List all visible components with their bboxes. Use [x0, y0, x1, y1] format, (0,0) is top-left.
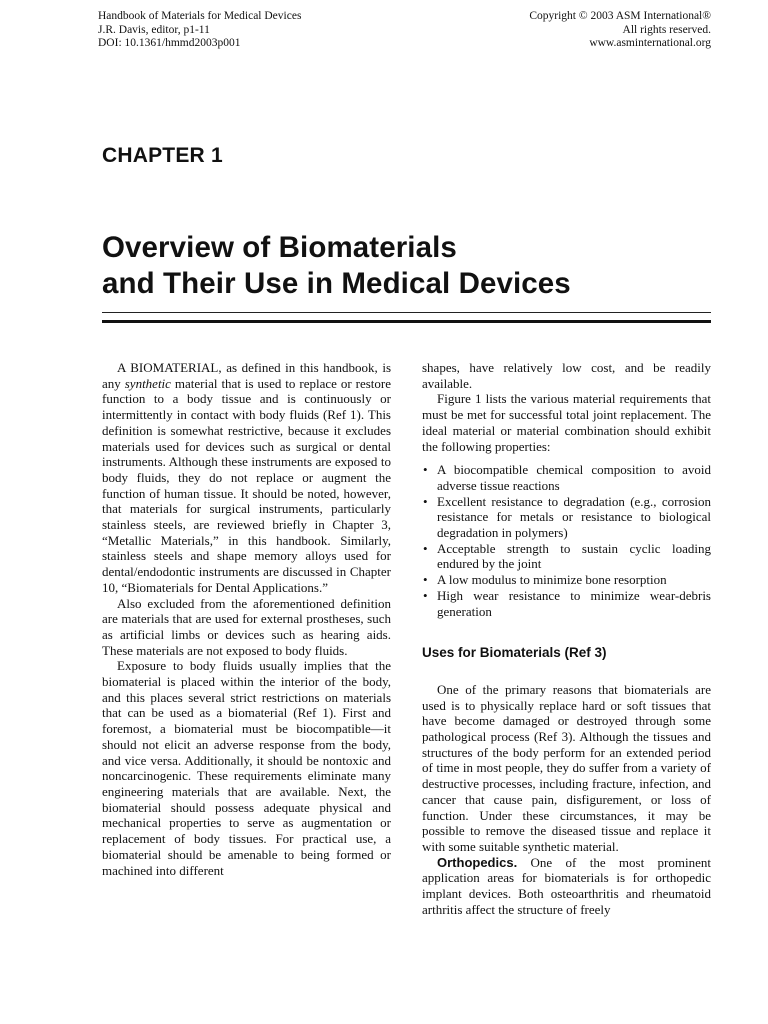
- bullet-icon: •: [423, 462, 428, 478]
- paragraph: One of the primary reasons that biomaterials are used is to physically replace hard or soft tissues that have become damaged or destroyed through some pathological process (Ref 3). Although the tissues and structures of the body perform for an extended period of time in most people, they do suffer from a variety of destructive processes, including fracture, infection, and cancer that cause pain, disfigurement, or loss of function. Under these circumstances, it may be possible to remove the diseased tissue and replace it with some suitable synthetic material.: [422, 681, 711, 854]
- text-run: One of the most prominent application areas for biomaterials is for orthopedic implant devices. Both osteoarthritis and rheumatoid arthritis affect the structure of freely: [422, 854, 711, 917]
- title-rule-thick: [102, 320, 711, 323]
- header-rights: All rights reserved.: [622, 23, 711, 36]
- text-run: material that is used to replace or restore function to a body tissue and is continuously or intermittently in contact with body fluids (Ref 1). This definition is somewhat restrictive, because it excludes materials used for devices such as surgical or dental instruments. Although these instruments are exposed to body fluids, they do not replace or augment the function of human tissue. It should be noted, however, that materials for surgical instruments, particularly stainless steels, are reviewed briefly in Chapter 3, “Metallic Materials,” in this handbook. Similarly, stainless steels and shape memory alloys used for dental/endodontic instruments are discussed in Chapter 10, “Biomaterials for Dental Applications.”: [102, 375, 391, 595]
- list-item: [422, 572, 711, 588]
- paragraph: [102, 360, 391, 596]
- right-column: [422, 360, 711, 918]
- emphasis-text: synthetic: [124, 375, 171, 391]
- bullet-icon: •: [423, 572, 428, 588]
- list-item: [422, 588, 711, 619]
- paragraph: Figure 1 lists the various material requirements that must be met for successful total joint replacement. The ideal material or material combination should exhibit the following properties:: [422, 391, 711, 454]
- list-item-text: Excellent resistance to degradation (e.g., corrosion resistance for metals or resistance to biological degradation in polymers): [437, 493, 711, 541]
- list-item-text: A low modulus to minimize bone resorption: [437, 572, 667, 588]
- list-item-text: A biocompatible chemical composition to avoid adverse tissue reactions: [437, 462, 711, 493]
- chapter-title-line: and Their Use in Medical Devices: [102, 267, 571, 300]
- list-item: [422, 462, 711, 493]
- run-in-heading: Orthopedics.: [437, 854, 518, 870]
- paragraph: Exposure to body fluids usually implies that the biomaterial is placed within the interior of the body, and this places several strict restrictions on materials that can be used as a biomaterial (Ref 1). First and foremost, a biomaterial must be biocompatible—it should not elicit an adverse response from the body, and vice versa. Additionally, it should be nontoxic and noncarcinogenic. These requirements eliminate many engineering materials that are available. Next, the biomaterial should possess adequate physical and mechanical properties to serve as augmentation or replacement of body tissues. For practical use, a biomaterial should be amenable to being formed or machined into different: [102, 658, 391, 878]
- bullet-icon: •: [423, 493, 428, 509]
- header-book-title: Handbook of Materials for Medical Devices: [98, 10, 302, 22]
- bullet-icon: •: [423, 540, 428, 556]
- requirements-list: [422, 462, 711, 619]
- list-item-text: Acceptable strength to sustain cyclic loading endured by the joint: [437, 540, 711, 572]
- chapter-title: [102, 230, 571, 302]
- header-copyright: Copyright © 2003 ASM International®: [529, 10, 711, 22]
- chapter-label: CHAPTER 1: [102, 144, 223, 167]
- header-website-link[interactable]: www.asminternational.org: [589, 37, 711, 49]
- header-editor: J.R. Davis, editor, p1-11: [98, 23, 210, 36]
- list-item: [422, 541, 711, 572]
- left-column: [102, 360, 391, 878]
- title-rule-thin: [102, 312, 711, 313]
- header-doi: DOI: 10.1361/hmmd2003p001: [98, 37, 241, 49]
- bullet-icon: •: [423, 587, 428, 603]
- list-item: [422, 494, 711, 541]
- section-heading: Uses for Biomaterials (Ref 3): [422, 645, 607, 661]
- list-item-text: High wear resistance to minimize wear-debris generation: [437, 587, 711, 619]
- text-run: A BIOMATERIAL, as defined in this handbook, is any: [102, 360, 391, 391]
- header-left: [98, 10, 301, 51]
- paragraph: shapes, have relatively low cost, and be readily available.: [422, 360, 711, 391]
- paragraph: Also excluded from the aforementioned definition are materials that are used for external prostheses, such as artificial limbs or devices such as hearing aids. These materials are not exposed to body fluids.: [102, 595, 391, 658]
- paragraph: [422, 855, 711, 918]
- header-right: [529, 10, 711, 51]
- chapter-title-line: Overview of Biomaterials: [102, 231, 457, 264]
